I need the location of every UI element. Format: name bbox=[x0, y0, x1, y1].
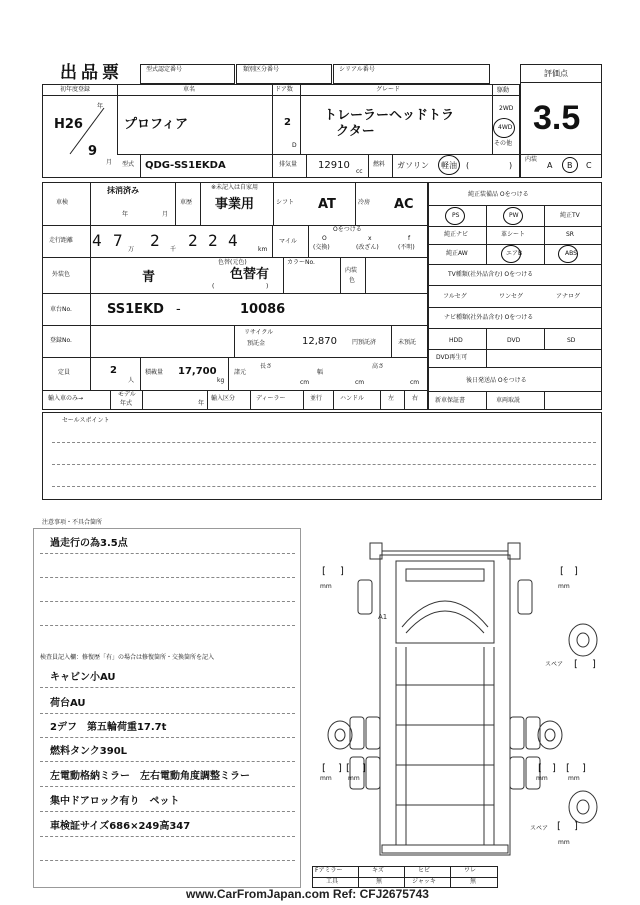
equip-tv[interactable]: 純正TV bbox=[560, 212, 580, 219]
inspection-month: 月 bbox=[162, 211, 169, 218]
drive-4wd-circle bbox=[493, 118, 515, 138]
car-name-label: 車名 bbox=[183, 86, 196, 93]
navi-hdd[interactable]: HDD bbox=[449, 337, 463, 344]
interior-a[interactable]: A bbox=[547, 161, 553, 170]
chassis-label: 車台No. bbox=[50, 306, 72, 313]
displacement-unit: cc bbox=[356, 168, 363, 175]
import-type-label: 輸入区分 bbox=[211, 395, 236, 402]
interior-c[interactable]: C bbox=[586, 161, 592, 170]
equip-pw[interactable]: PW bbox=[509, 212, 519, 219]
mileage-exchange: (交換) bbox=[313, 244, 330, 251]
model-year-label-2: 年式 bbox=[120, 400, 133, 407]
damage-mark-a1: A1 bbox=[378, 613, 388, 621]
width-unit: cm bbox=[355, 379, 365, 386]
color-no-label: カラーNo. bbox=[287, 259, 315, 266]
import-type-parallel[interactable]: 並行 bbox=[310, 395, 323, 402]
mileage-mile: マイル bbox=[279, 238, 297, 245]
interior-b-circle bbox=[562, 157, 578, 173]
legend-crack: ヒビ bbox=[418, 867, 431, 874]
load-unit: kg bbox=[217, 377, 225, 384]
serial-label: シリアル番号 bbox=[339, 66, 375, 73]
rear-left-mm: mm bbox=[320, 775, 332, 782]
mark-x: x bbox=[368, 235, 372, 242]
legend-tools-value: 無 bbox=[376, 878, 383, 885]
equip-airbag[interactable]: エアB bbox=[506, 250, 523, 257]
spare-2-mm: mm bbox=[558, 839, 570, 846]
mileage-digit-6: 4 bbox=[228, 231, 238, 250]
inspection-year: 年 bbox=[122, 211, 129, 218]
history-label: 車歴 bbox=[180, 199, 193, 206]
grade-line1: トレーラーヘッドトラ bbox=[324, 108, 455, 123]
month-suffix: 月 bbox=[106, 159, 113, 166]
mileage-unknown: (不明) bbox=[398, 244, 415, 251]
mileage-sen: 千 bbox=[170, 246, 177, 253]
ac-value: AC bbox=[394, 197, 414, 212]
drive-other[interactable]: その他 bbox=[494, 140, 513, 147]
notes-title: 注意事項・不具合箇所 bbox=[42, 519, 103, 526]
tv-analog[interactable]: アナログ bbox=[556, 293, 581, 300]
repaint-paren-open: ( bbox=[212, 283, 215, 290]
chassis-dash: - bbox=[176, 302, 181, 317]
equipment-title: 純正装備品 Oをつける bbox=[468, 191, 529, 198]
equip-aw[interactable]: 純正AW bbox=[446, 250, 468, 257]
width-label: 幅 bbox=[317, 369, 324, 376]
inspector-label: 検査員記入欄：修復歴「有」の場合は修復箇所・交換箇所を記入 bbox=[40, 654, 215, 661]
interior-label: 内装 bbox=[525, 156, 538, 163]
doors-label: ドア数 bbox=[275, 86, 293, 93]
grade-line2: クター bbox=[336, 124, 375, 139]
rear-left2-bracket-open: [ bbox=[346, 763, 350, 774]
footer-watermark: www.CarFromJapan.com Ref: CFJ2675743 bbox=[186, 887, 429, 901]
repaint-paren-close: ) bbox=[266, 283, 269, 290]
rear-left-bracket-close: ] bbox=[338, 763, 342, 774]
equip-abs[interactable]: ABS bbox=[565, 250, 577, 257]
front-left-bracket-close: ] bbox=[340, 566, 344, 577]
equip-sr[interactable]: SR bbox=[566, 231, 574, 238]
legend-break: ワレ bbox=[464, 867, 477, 874]
inspection-value: 抹消済み bbox=[107, 186, 139, 195]
chassis-number: 10086 bbox=[240, 302, 286, 317]
height-unit: cm bbox=[410, 379, 420, 386]
legend-tools: 工具 bbox=[326, 878, 339, 885]
recycle-label-1: リサイクル bbox=[244, 329, 274, 336]
displacement-label: 排気量 bbox=[279, 161, 298, 168]
front-left-bracket-open: [ bbox=[322, 566, 326, 577]
handle-left[interactable]: 左 bbox=[388, 395, 395, 402]
mileage-label: 走行距離 bbox=[49, 237, 74, 244]
equip-abs-circle bbox=[558, 245, 578, 263]
legend-jack: ジャッキ bbox=[412, 878, 436, 885]
first-reg-month: 9 bbox=[88, 144, 98, 159]
shift-label: シフト bbox=[276, 199, 295, 206]
mileage-digit-3: 2 bbox=[150, 231, 160, 250]
navi-dvd[interactable]: DVD bbox=[507, 337, 521, 344]
spare-1-bracket-close: ] bbox=[592, 659, 596, 670]
legend-jack-value: 無 bbox=[470, 878, 477, 885]
length-label: 長さ bbox=[260, 363, 273, 370]
first-reg-label: 初年度登録 bbox=[60, 86, 91, 93]
shift-value: AT bbox=[318, 197, 336, 212]
equip-airbag-circle bbox=[501, 245, 521, 263]
doors-value: 2 bbox=[284, 117, 291, 128]
front-left-mm: mm bbox=[320, 583, 332, 590]
exterior-value: 青 bbox=[142, 270, 156, 285]
tv-fullseg[interactable]: フルセグ bbox=[443, 293, 467, 300]
capacity-value: 2 bbox=[110, 365, 117, 376]
date-slash bbox=[62, 100, 112, 160]
legend-mirror: Fアミラー bbox=[315, 867, 343, 874]
interior-b[interactable]: B bbox=[567, 161, 573, 170]
mark-o: O bbox=[322, 235, 327, 242]
capacity-label: 定員 bbox=[58, 369, 71, 376]
fuel-gasoline[interactable]: ガソリン bbox=[397, 161, 429, 170]
eval-label: 評価点 bbox=[544, 69, 568, 78]
rear-left2-bracket-close: ] bbox=[362, 763, 366, 774]
rear-right-bracket-open: [ bbox=[538, 763, 542, 774]
fuel-label: 燃料 bbox=[373, 161, 386, 168]
note-item-1: キャビン小AU bbox=[50, 672, 116, 683]
navi-sd[interactable]: SD bbox=[567, 337, 576, 344]
recycle-value: 12,870 bbox=[302, 336, 337, 347]
equip-ps-circle bbox=[445, 207, 465, 225]
rear-right2-mm: mm bbox=[568, 775, 580, 782]
mileage-digit-5: 2 bbox=[208, 231, 218, 250]
length-unit: cm bbox=[300, 379, 310, 386]
handle-label: ハンドル bbox=[340, 395, 365, 402]
note-item-4: 燃料タンク390L bbox=[50, 746, 128, 757]
spare-label-1: スペア bbox=[545, 661, 564, 668]
repaint-value: 色替有 bbox=[230, 267, 270, 282]
inspection-label: 車検 bbox=[56, 199, 69, 206]
drive-label: 駆動 bbox=[497, 87, 510, 94]
car-name: プロフィア bbox=[124, 117, 188, 132]
interior-color-label-1: 内装 bbox=[345, 267, 358, 274]
mileage-digit-1: 4 bbox=[92, 231, 102, 250]
note-item-7: 車検証サイズ686×249高347 bbox=[50, 821, 191, 832]
handle-right[interactable]: 右 bbox=[412, 395, 419, 402]
mileage-tampered: (改ざん) bbox=[356, 244, 379, 251]
note-item-3: 2デフ 第五輪荷重17.7t bbox=[50, 722, 167, 733]
doors-suffix: D bbox=[292, 142, 297, 149]
recycle-paid: 円預託済 bbox=[352, 339, 377, 346]
legend-scratch: キズ bbox=[372, 867, 384, 874]
equip-leather[interactable]: 革シート bbox=[501, 231, 526, 238]
after-manual[interactable]: 車両取説 bbox=[496, 397, 521, 404]
recycle-unpaid: 未預託 bbox=[398, 339, 417, 346]
note-item-5: 左電動格納ミラー 左右電動角度調整ミラー bbox=[50, 771, 250, 782]
mileage-circle-note: Oをつける bbox=[333, 226, 362, 233]
import-label: 輸入車のみ→ bbox=[48, 395, 84, 402]
load-value: 17,700 bbox=[178, 366, 217, 377]
equip-ps[interactable]: PS bbox=[452, 212, 460, 219]
mark-f: f bbox=[408, 235, 411, 242]
sales-point-label: セールスポイント bbox=[62, 417, 110, 424]
capacity-unit: 人 bbox=[128, 377, 135, 384]
fuel-paren-open: ( bbox=[466, 161, 470, 170]
displacement-value: 12910 bbox=[318, 160, 350, 171]
after-warranty[interactable]: 新車保証書 bbox=[435, 397, 466, 404]
reg-no-label: 登録No. bbox=[50, 337, 72, 344]
equip-navi[interactable]: 純正ナビ bbox=[444, 231, 469, 238]
tv-oneseg[interactable]: ワンセグ bbox=[499, 293, 524, 300]
mileage-digit-4: 2 bbox=[188, 231, 198, 250]
spare-2-bracket-close: ] bbox=[574, 821, 578, 832]
after-title: 後日発送品 Oをつける bbox=[466, 377, 527, 384]
history-value: 事業用 bbox=[215, 197, 255, 212]
repaint-label: 色替(元色) bbox=[218, 259, 247, 266]
navi-title: ナビ種類(社外品含む) Oをつける bbox=[444, 314, 534, 321]
drive-2wd[interactable]: 2WD bbox=[499, 105, 514, 112]
fuel-light-oil[interactable]: 軽油 bbox=[441, 161, 457, 170]
rear-left-bracket-open: [ bbox=[322, 763, 326, 774]
drive-4wd[interactable]: 4WD bbox=[498, 124, 513, 131]
dvd-playable[interactable]: DVD再生可 bbox=[436, 354, 468, 361]
notes-line-1: 過走行の為3.5点 bbox=[50, 538, 128, 549]
mileage-km: km bbox=[258, 246, 268, 253]
model-value: QDG-SS1EKDA bbox=[145, 160, 226, 171]
fuel-paren-close: ) bbox=[509, 161, 513, 170]
dims-label: 諸元 bbox=[234, 369, 247, 376]
rear-right2-bracket-open: [ bbox=[566, 763, 570, 774]
height-label: 高さ bbox=[372, 363, 385, 370]
spare-1-bracket-open: [ bbox=[574, 659, 578, 670]
interior-color-label-2: 色 bbox=[349, 277, 356, 284]
history-note: ※未記入は自家用 bbox=[211, 184, 259, 191]
mileage-man: 万 bbox=[128, 246, 135, 253]
spare-label-2: スペア bbox=[530, 825, 549, 832]
model-year-label-1: モデル bbox=[118, 391, 136, 398]
model-year-unit: 年 bbox=[198, 400, 205, 407]
import-type-dealer[interactable]: ディーラー bbox=[256, 395, 286, 402]
mileage-digit-2: 7 bbox=[113, 231, 123, 250]
tv-title: TV種類(社外品含む) Oをつける bbox=[448, 271, 534, 278]
rear-right2-bracket-close: ] bbox=[582, 763, 586, 774]
rear-right-mm: mm bbox=[536, 775, 548, 782]
model-cert-label: 型式認定番号 bbox=[146, 66, 183, 73]
exterior-label: 外装色 bbox=[52, 271, 71, 278]
equip-pw-circle bbox=[503, 207, 523, 225]
model-label: 型式 bbox=[122, 161, 135, 168]
note-item-2: 荷台AU bbox=[50, 698, 86, 709]
front-right-bracket-open: [ bbox=[560, 566, 564, 577]
truck-outline bbox=[328, 543, 597, 855]
page-title: 出品票 bbox=[60, 63, 123, 83]
recycle-label-2: 預託金 bbox=[247, 340, 266, 347]
spare-2-bracket-open: [ bbox=[557, 821, 561, 832]
note-item-6: 集中ドアロック有り ペット bbox=[50, 796, 180, 807]
eval-score: 3.5 bbox=[533, 99, 581, 137]
fuel-light-oil-circle bbox=[438, 155, 460, 175]
first-reg-year: H26 bbox=[54, 117, 83, 132]
grade-label: グレード bbox=[376, 86, 401, 93]
front-right-mm: mm bbox=[558, 583, 570, 590]
year-suffix: 年 bbox=[97, 103, 104, 110]
category-label: 類別区分番号 bbox=[243, 66, 280, 73]
ac-label: 冷房 bbox=[358, 199, 371, 206]
rear-left2-mm: mm bbox=[348, 775, 360, 782]
rear-right-bracket-close: ] bbox=[552, 763, 556, 774]
chassis-prefix: SS1EKD bbox=[107, 302, 164, 317]
front-right-bracket-close: ] bbox=[574, 566, 578, 577]
load-label: 積載量 bbox=[145, 369, 164, 376]
